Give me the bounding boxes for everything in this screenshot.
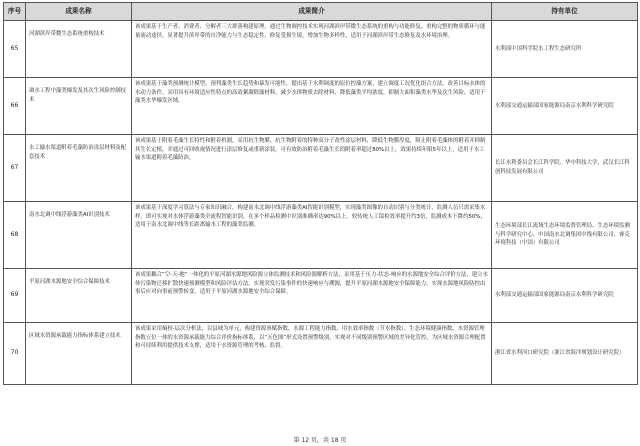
row-unit: 水利部交通运输部国家能源局南京水利科学研究院: [492, 78, 638, 135]
row-serial: 66: [4, 78, 26, 135]
row-serial: 65: [4, 21, 26, 78]
table-row: [4, 78, 638, 135]
page-number-footer: 第 12 页，共 18 页: [293, 437, 347, 444]
row-name: 河湖滨岸带微生态系统重构技术: [26, 21, 132, 78]
row-name: 南水北调中线浮游藻类AI识别技术: [26, 202, 132, 269]
row-unit: 水利部中国科学院水工程生态研究所: [492, 21, 638, 78]
row-name: 调水工程中藻类爆发及其次生风险控制技术: [26, 78, 132, 135]
row-name: 水工输水渠道附着毛藻防治涂层材料及配套技术: [26, 135, 132, 202]
row-intro: 该成果采用熵权-层次分析法，以县域为单元，构建资源禀赋指数、水源工程能力指数、用水效率指数（节水指数）、生态环境健康指数、水资源管理指数五位一体的水资源承载能力综合评价指标体系，以“五色图”形式设置预警级别，实现对不同级别预警区域的差异化管控，为区域水资源合理配置和可持续利用提供技术支撑，适用于水资源管理的考核、监督。: [132, 323, 492, 385]
table-row: [4, 135, 638, 202]
header-name: 成果名称: [26, 3, 132, 21]
achievements-table: [3, 2, 638, 385]
header-intro: 成果简介: [132, 3, 492, 21]
row-serial: 67: [4, 135, 26, 202]
table-row: [4, 202, 638, 269]
table-row: [4, 269, 638, 323]
row-intro: 该成果基于藻类预测统计模型，预判藻类生长趋势和暴发可能性，提出基于水利调度的原位控藻方案，建立调度工况优化组合方法，改善目标水体的水动力条件，采用具有环境适应性特点的高效絮凝除藻材料，减少水体物质去除材料，降低藻类平均浓度，抑制大面积藻类水华及次生风险，适用于藻类水华爆发区域。: [132, 78, 492, 135]
row-name: 平原河湖水源地安全综合保障技术: [26, 269, 132, 323]
row-unit: 水利部交通运输部国家能源局南京水利科学研究院: [492, 269, 638, 323]
row-unit: 浙江省水利河口研究院（浙江省海洋规划设计研究院）: [492, 323, 638, 385]
row-serial: 68: [4, 202, 26, 269]
table-row: [4, 21, 638, 78]
row-unit: 长江水利委员会长江科学院、华中科技大学、武汉长江科创科技发展有限公司: [492, 135, 638, 202]
header-unit: 持有单位: [492, 3, 638, 21]
row-intro: 该成果基于附着毛藻生长特性和附着机制，采用抗生物膜、抗生物附着的特种高分子改性涂层材料，降低生物膜厚度，阻止附着毛藻体的附着并抑制其生长定植，并通过可回收视情况进行涂层修复或重新涂装，可有效防治附着毛藻生长的附着率超过80%以上，效果持续年限5年以上，适用于水工输水渠道附着毛藻防治。: [132, 135, 492, 202]
table-row: [4, 323, 638, 385]
row-intro: 该成果基于生产者、消费者、分解者三大群落构建原理，通过生物调控技术实现河湖滨岸带微生态系统的重构与功能修复，重构完整的物质循环与能量流动途径，显著提升滨岸带的自净能力与生态稳定性，修复受损生境，增加生物多样性，适用于河湖滨岸带生态修复及水环境治理。: [132, 21, 492, 78]
row-serial: 69: [4, 269, 26, 323]
header-serial: 序号: [4, 3, 26, 21]
row-intro: 该成果基于深度学习算法与专家知识融合，构建南水北调中线浮游藻类AI智能识别模型，实现藻类图像的自动识别与分类统计，监测人员只需采集水样，即可实现对水体浮游藻类全流程智能识别。在多个样品检测中识别准确率达90%以上，较传统人工镜检效率提升约3倍，监测成本下降约50%，适用于南水北调中线等长距离输水工程的藻类监测。: [132, 202, 492, 269]
table-header-row: [4, 3, 638, 21]
row-name: 区域水资源承载能力指标体系建立技术: [26, 323, 132, 385]
row-intro: 该成果耦合“空-天-地”一体化的平原河湖水源地风险源立体监测技术和风险源解析方法，采用基于压力-状态-响应的水源地安全综合评价方法，建立水体污染物迁移扩散快速预测模型和风险评估方法，实现突发污染事件的快速响应与溯源，提升平原河湖水源地安全保障能力，实现水源地风险防控由事后应对向事前预警转变，适用于平原河湖水源地安全综合保障。: [132, 269, 492, 323]
row-serial: 70: [4, 323, 26, 385]
row-unit: 生态环境部长江流域生态环境监督管理局、生态环境监测与科学研究中心、中国南水北调集团中线有限公司、睿克环境科技（中国）有限公司: [492, 202, 638, 269]
